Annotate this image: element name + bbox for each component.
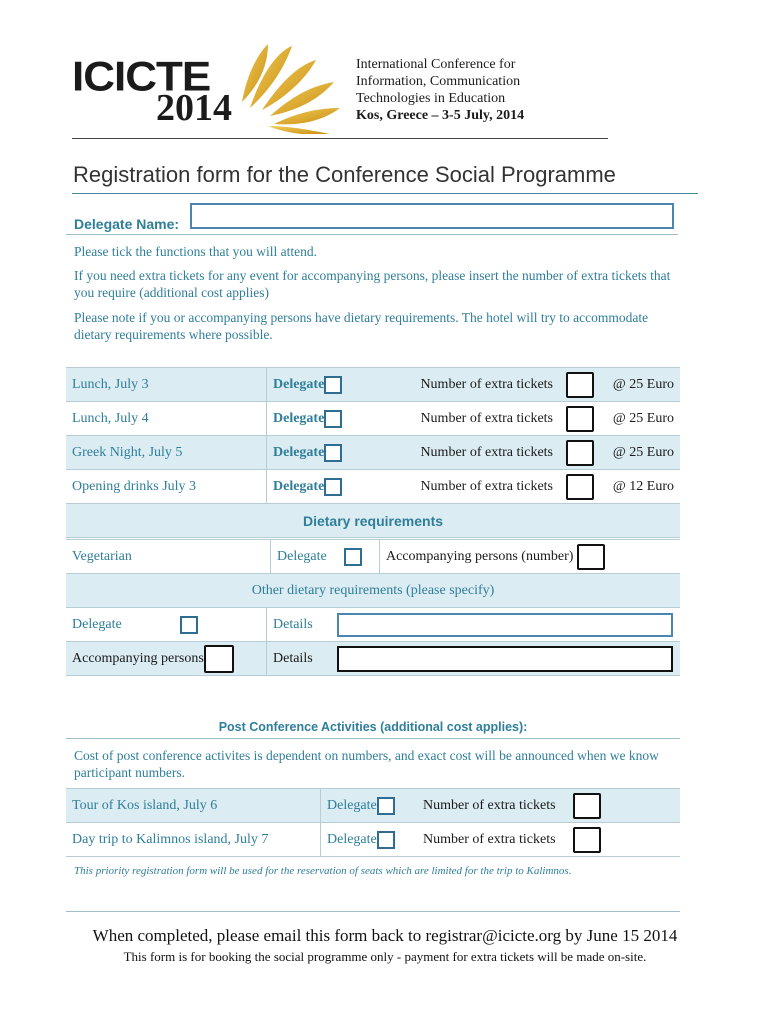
delegate-checkbox[interactable] bbox=[324, 410, 342, 428]
delegate-label: Delegate bbox=[273, 376, 325, 392]
table-row bbox=[66, 436, 680, 470]
details-label: Details bbox=[267, 642, 332, 676]
delegate-label: Delegate bbox=[327, 831, 377, 847]
delegate-label: Delegate bbox=[273, 478, 325, 494]
extra-tickets-label: Number of extra tickets bbox=[420, 478, 553, 494]
delegate-checkbox[interactable] bbox=[324, 478, 342, 496]
header-divider bbox=[72, 138, 608, 139]
other-accompanying-box[interactable] bbox=[204, 645, 234, 673]
tour-extra-tickets-box[interactable] bbox=[573, 827, 601, 853]
extra-tickets-box[interactable] bbox=[566, 474, 594, 500]
table-row bbox=[66, 823, 680, 857]
delegate-checkbox[interactable] bbox=[324, 444, 342, 462]
tours-table bbox=[66, 788, 680, 857]
table-row bbox=[66, 402, 680, 436]
delegate-label: Delegate bbox=[273, 444, 325, 460]
price-label: @ 12 Euro bbox=[612, 478, 674, 494]
priority-note: This priority registration form will be used for the reservation of seats which are limited for the trip to Kalimnos. bbox=[74, 865, 572, 877]
event-name: Lunch, July 4 bbox=[66, 402, 267, 436]
other-dietary-table bbox=[66, 607, 680, 676]
event-name: Greek Night, July 5 bbox=[66, 436, 267, 470]
title-divider bbox=[72, 193, 698, 194]
other-delegate-label: Delegate bbox=[72, 616, 122, 632]
extra-tickets-label: Number of extra tickets bbox=[420, 376, 553, 392]
form-title: Registration form for the Conference Social Programme bbox=[73, 162, 616, 187]
logo-leaves-icon bbox=[230, 38, 350, 134]
org-line: Information, Communication bbox=[356, 74, 521, 89]
tour-name: Tour of Kos island, July 6 bbox=[66, 789, 321, 823]
post-conference-heading: Post Conference Activities (additional cost applies): bbox=[218, 720, 528, 734]
delegate-details-input[interactable] bbox=[337, 613, 673, 637]
price-label: @ 25 Euro bbox=[612, 410, 674, 426]
event-name: Opening drinks July 3 bbox=[66, 470, 267, 504]
delegate-name-divider bbox=[66, 234, 678, 235]
table-row bbox=[66, 470, 680, 504]
delegate-label: Delegate bbox=[327, 797, 377, 813]
org-line: Technologies in Education bbox=[356, 91, 506, 106]
delegate-checkbox[interactable] bbox=[324, 376, 342, 394]
table-row bbox=[66, 642, 680, 676]
post-cost-note: Cost of post conference activites is dependent on numbers, and exact cost will be announced when we know participant numbers. bbox=[74, 748, 659, 780]
extra-tickets-box[interactable] bbox=[566, 440, 594, 466]
extra-tickets-label: Number of extra tickets bbox=[420, 410, 553, 426]
email-instructions: When completed, please email this form back to registrar@icicte.org by June 15 2014 bbox=[92, 926, 678, 945]
price-label: @ 25 Euro bbox=[612, 444, 674, 460]
org-line: International Conference for bbox=[356, 57, 516, 72]
table-row bbox=[66, 540, 680, 574]
event-name: Lunch, July 3 bbox=[66, 368, 267, 402]
delegate-label: Delegate bbox=[273, 410, 325, 426]
vegetarian-label: Vegetarian bbox=[66, 540, 271, 574]
tour-delegate-checkbox[interactable] bbox=[377, 831, 395, 849]
other-accompanying-label: Accompanying persons bbox=[72, 650, 204, 666]
accompanying-number-box[interactable] bbox=[577, 544, 605, 570]
extra-tickets-box[interactable] bbox=[566, 406, 594, 432]
table-row bbox=[66, 368, 680, 402]
table-row bbox=[66, 789, 680, 823]
tour-name: Day trip to Kalimnos island, July 7 bbox=[66, 823, 321, 857]
table-row bbox=[66, 504, 680, 538]
tour-extra-tickets-box[interactable] bbox=[573, 793, 601, 819]
extra-tickets-label: Number of extra tickets bbox=[423, 831, 556, 847]
events-table bbox=[66, 367, 680, 538]
details-label: Details bbox=[267, 608, 332, 642]
accompanying-number-label: Accompanying persons (number) bbox=[386, 548, 574, 564]
payment-note: This form is for booking the social programme only - payment for extra tickets will be made on-site. bbox=[123, 949, 647, 964]
dietary-note: Please note if you or accompanying persons have dietary requirements. The hotel will try to accommodate dietary requirements where possible. bbox=[74, 310, 649, 342]
org-location: Kos, Greece – 3-5 July, 2014 bbox=[356, 108, 525, 123]
extra-tickets-label: Number of extra tickets bbox=[423, 797, 556, 813]
post-heading-divider bbox=[66, 738, 680, 739]
tick-instructions: Please tick the functions that you will attend. bbox=[74, 244, 317, 259]
delegate-name-input[interactable] bbox=[190, 203, 674, 229]
logo-wordmark: ICICTE bbox=[72, 53, 211, 100]
dietary-heading: Dietary requirements bbox=[66, 504, 680, 538]
other-dietary-heading: Other dietary requirements (please specify) bbox=[66, 574, 680, 608]
vegetarian-delegate-checkbox[interactable] bbox=[344, 548, 362, 566]
table-row bbox=[66, 574, 680, 608]
price-label: @ 25 Euro bbox=[612, 376, 674, 392]
table-row bbox=[66, 608, 680, 642]
tour-delegate-checkbox[interactable] bbox=[377, 797, 395, 815]
delegate-name-label: Delegate Name: bbox=[74, 216, 180, 232]
logo-year: 2014 bbox=[156, 87, 232, 129]
delegate-label: Delegate bbox=[277, 548, 327, 564]
dietary-table bbox=[66, 539, 680, 608]
conference-info bbox=[356, 56, 524, 124]
other-delegate-checkbox[interactable] bbox=[180, 616, 198, 634]
accompanying-details-input[interactable] bbox=[337, 646, 673, 672]
extra-tickets-label: Number of extra tickets bbox=[420, 444, 553, 460]
post-bottom-divider bbox=[66, 911, 680, 912]
extra-tickets-box[interactable] bbox=[566, 372, 594, 398]
extra-tickets-note: If you need extra tickets for any event for accompanying persons, please insert the number of extra tickets that you require (additional cost applies) bbox=[74, 268, 671, 300]
